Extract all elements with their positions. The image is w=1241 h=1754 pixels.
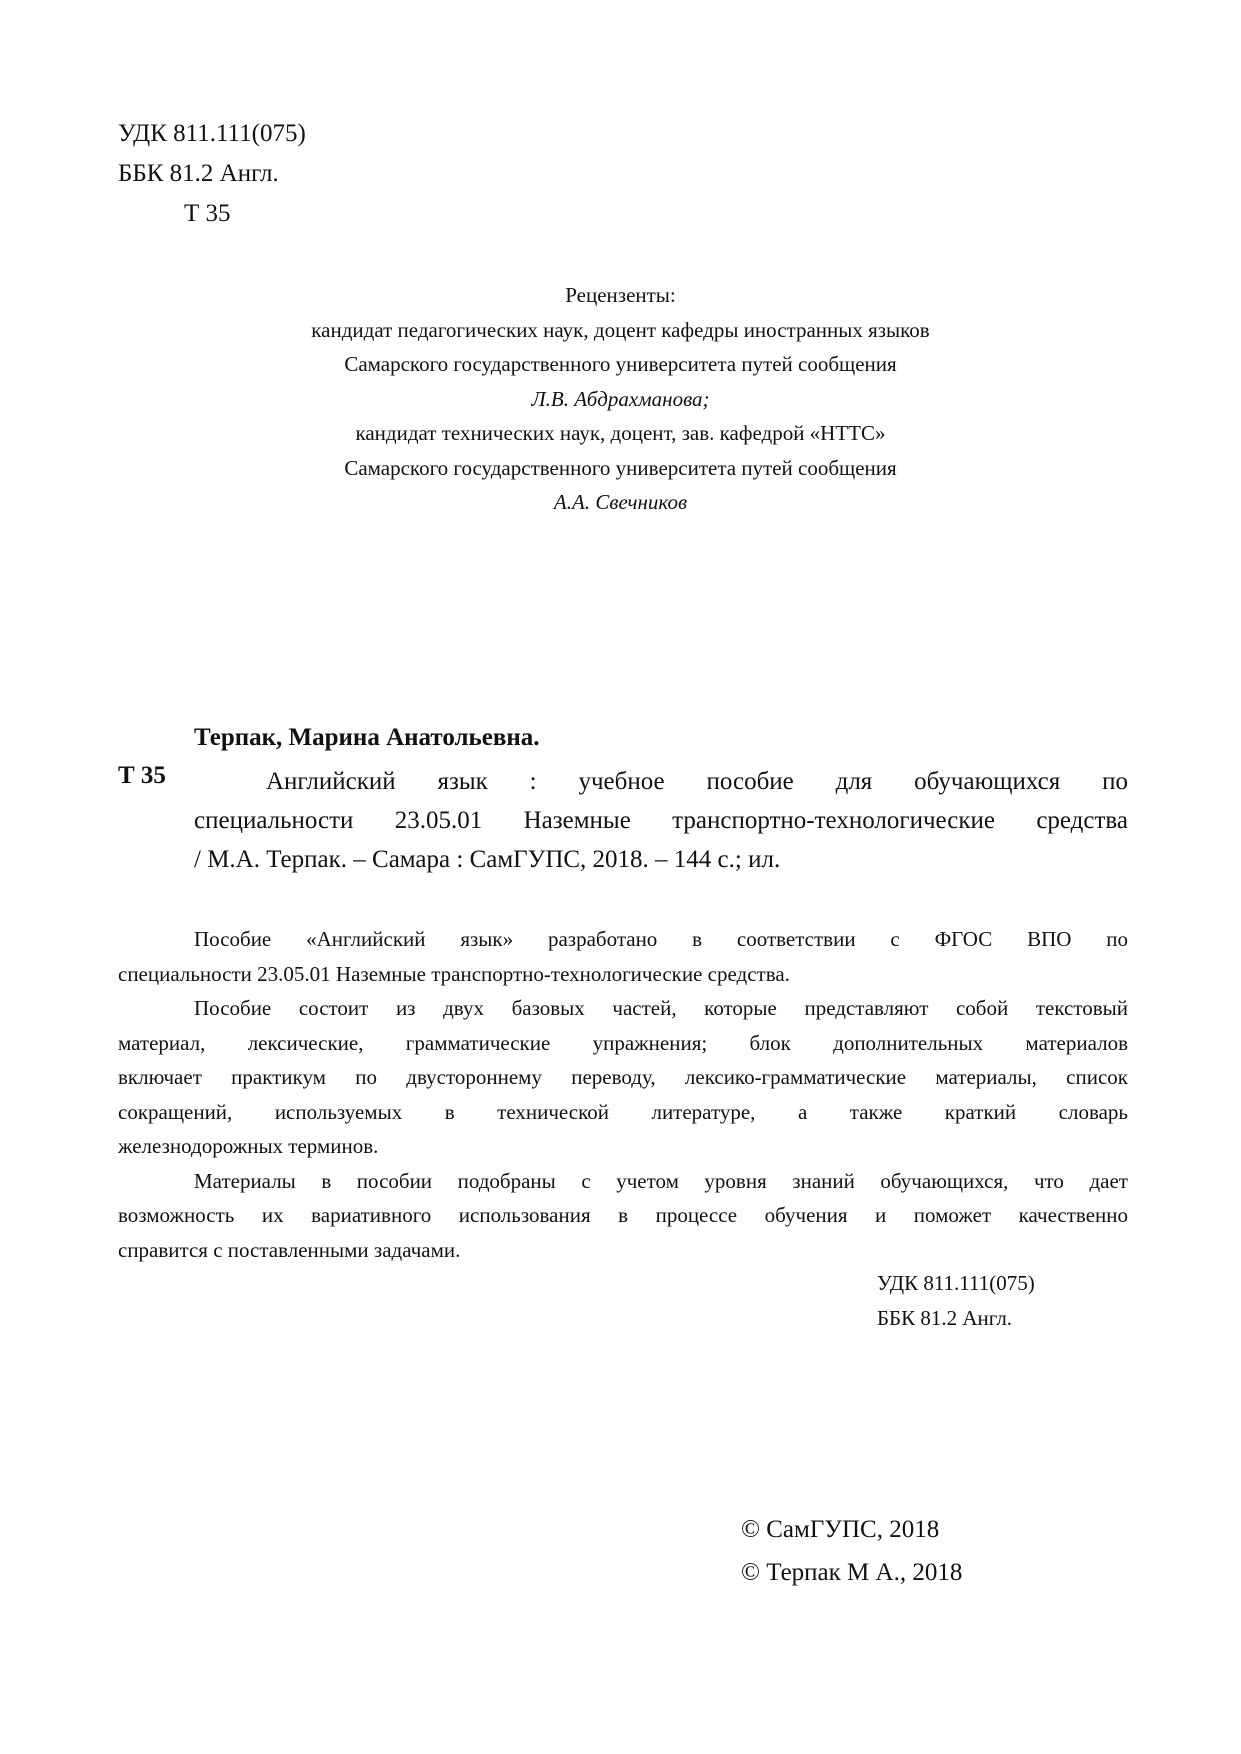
annotation-line: железнодорожных терминов. xyxy=(118,1134,379,1158)
bibliography-code: Т 35 xyxy=(118,762,166,789)
annotation-line: Пособие состоит из двух базовых частей, которые представляют собой текстовый xyxy=(194,996,1128,1020)
reviewer-1-name: Л.В. Абдрахманова; xyxy=(531,386,710,411)
classification-repeat xyxy=(877,1266,1035,1336)
annotation-line: специальности 23.05.01 Наземные транспортно-технологические средства. xyxy=(118,961,790,986)
bbk-code-repeat: ББК 81.2 Англ. xyxy=(877,1306,1013,1330)
udk-code-repeat: УДК 811.111(075) xyxy=(877,1271,1035,1295)
reviewer-1-position: кандидат педагогических наук, доцент кафедры иностранных языков xyxy=(311,317,930,342)
copyright-publisher: © СамГУПС, 2018 xyxy=(741,1516,940,1543)
annotation-line: сокращений, используемых в технической литературе, а также краткий словарь xyxy=(118,1099,1128,1124)
bbk-code: ББК 81.2 Англ. xyxy=(118,160,279,187)
bibliography-line: / М.А. Терпак. – Самара : СамГУПС, 2018. – 144 с.; ил. xyxy=(194,846,781,873)
reviewer-1-affiliation: Самарского государственного университета путей сообщения xyxy=(344,352,897,376)
author-mark: Т 35 xyxy=(184,200,231,227)
reviewer-2-name: А.А. Свечников xyxy=(553,490,688,514)
annotation-line: возможность их вариативного использования в процессе обучения и поможет качественно xyxy=(118,1203,1128,1227)
copyright-block xyxy=(741,1508,962,1594)
bibliography-line: специальности 23.05.01 Наземные транспортно-технологические средства xyxy=(194,807,1128,834)
bibliography-author: Терпак, Марина Анатольевна. xyxy=(194,724,540,751)
udk-code: УДК 811.111(075) xyxy=(118,120,306,147)
reviewer-2-affiliation: Самарского государственного университета путей сообщения xyxy=(344,455,897,480)
annotation-line: материал, лексические, грамматические упражнения; блок дополнительных материалов xyxy=(118,1030,1128,1055)
bibliography-entry xyxy=(194,762,1128,879)
reviewers-block xyxy=(0,278,1241,520)
annotation-line: включает практикум по двустороннему переводу, лексико-грамматические материалы, список xyxy=(118,1065,1128,1089)
annotation-line: справится с поставленными задачами. xyxy=(118,1237,461,1262)
reviewer-2-position: кандидат технических наук, доцент, зав. кафедрой «НТТС» xyxy=(355,421,886,445)
reviewers-heading: Рецензенты: xyxy=(565,283,676,307)
classification-block xyxy=(118,114,306,234)
annotation-line: Пособие «Английский язык» разработано в соответствии с ФГОС ВПО по xyxy=(194,927,1128,951)
annotation-line: Материалы в пособии подобраны с учетом уровня знаний обучающихся, что дает xyxy=(194,1168,1128,1193)
annotation-block xyxy=(118,922,1128,1267)
bibliography-line: Английский язык : учебное пособие для обучающихся по xyxy=(266,768,1128,795)
copyright-author: © Терпак М А., 2018 xyxy=(741,1559,963,1586)
